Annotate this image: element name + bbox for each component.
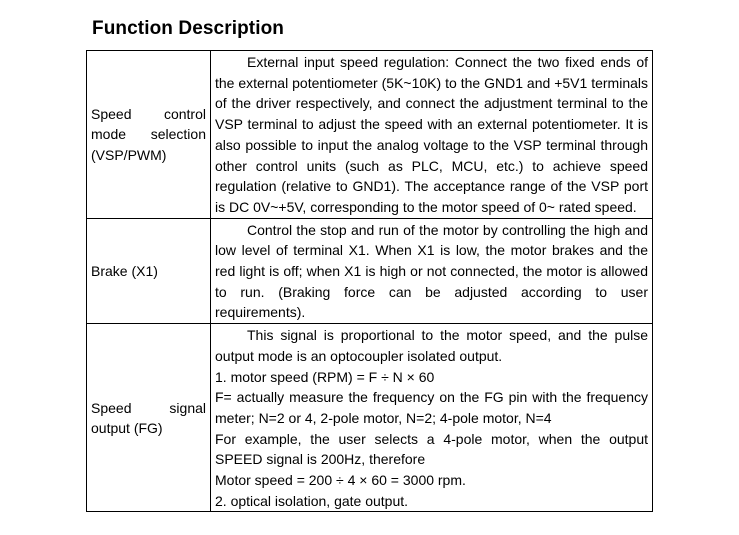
- formula-line: Motor speed = 200 ÷ 4 × 60 = 3000 rpm.: [215, 472, 466, 489]
- table-row: [87, 324, 653, 512]
- description-paragraph: This signal is proportional to the motor speed, and the pulse output mode is an optocoupler isolated output.: [215, 327, 648, 364]
- row-description-brake: [211, 218, 653, 324]
- row-label-speed-signal: Speed signal output (FG): [87, 324, 211, 512]
- description-paragraph: Control the stop and run of the motor by controlling the high and low level of terminal X1. When X1 is low, the motor brakes and the red light is off; when X1 is high or not connected, the motor is allowed to run. (Braking force can be adjusted according to user requirements).: [215, 221, 648, 321]
- example-paragraph: For example, the user selects a 4-pole motor, when the output SPEED signal is 200Hz, therefore: [215, 430, 648, 468]
- page-title: Function Description: [92, 18, 284, 39]
- row-label-brake: Brake (X1): [87, 218, 211, 324]
- row-description-speed-control: [211, 51, 653, 219]
- formula-line: 1. motor speed (RPM) = F ÷ N × 60: [215, 368, 435, 385]
- table-row: [87, 218, 653, 324]
- table-row: [87, 51, 653, 219]
- row-label-speed-control: Speed control mode selection (VSP/PWM): [87, 51, 211, 219]
- description-paragraph: 2. optical isolation, gate output.: [215, 492, 409, 509]
- description-paragraph: External input speed regulation: Connect the two fixed ends of the external potentiometer (5K~10K) to the GND1 and +5V1 terminals of the driver respectively, and connect the adjustment terminal to the VSP terminal to adjust the speed with an external potentiometer. It is also possible to input the analog voltage to the VSP terminal through other control units (such as PLC, MCU, etc.) to achieve speed regulation (relative to GND1). The acceptance range of the VSP port is DC 0V~+5V, corresponding to the motor speed of 0~ rated speed.: [215, 54, 648, 215]
- function-description-table: [86, 50, 653, 512]
- row-description-speed-signal: [211, 324, 653, 512]
- description-paragraph: F= actually measure the frequency on the FG pin with the frequency meter; N=2 or 4, 2-pole motor, N=2; 4-pole motor, N=4: [215, 389, 648, 426]
